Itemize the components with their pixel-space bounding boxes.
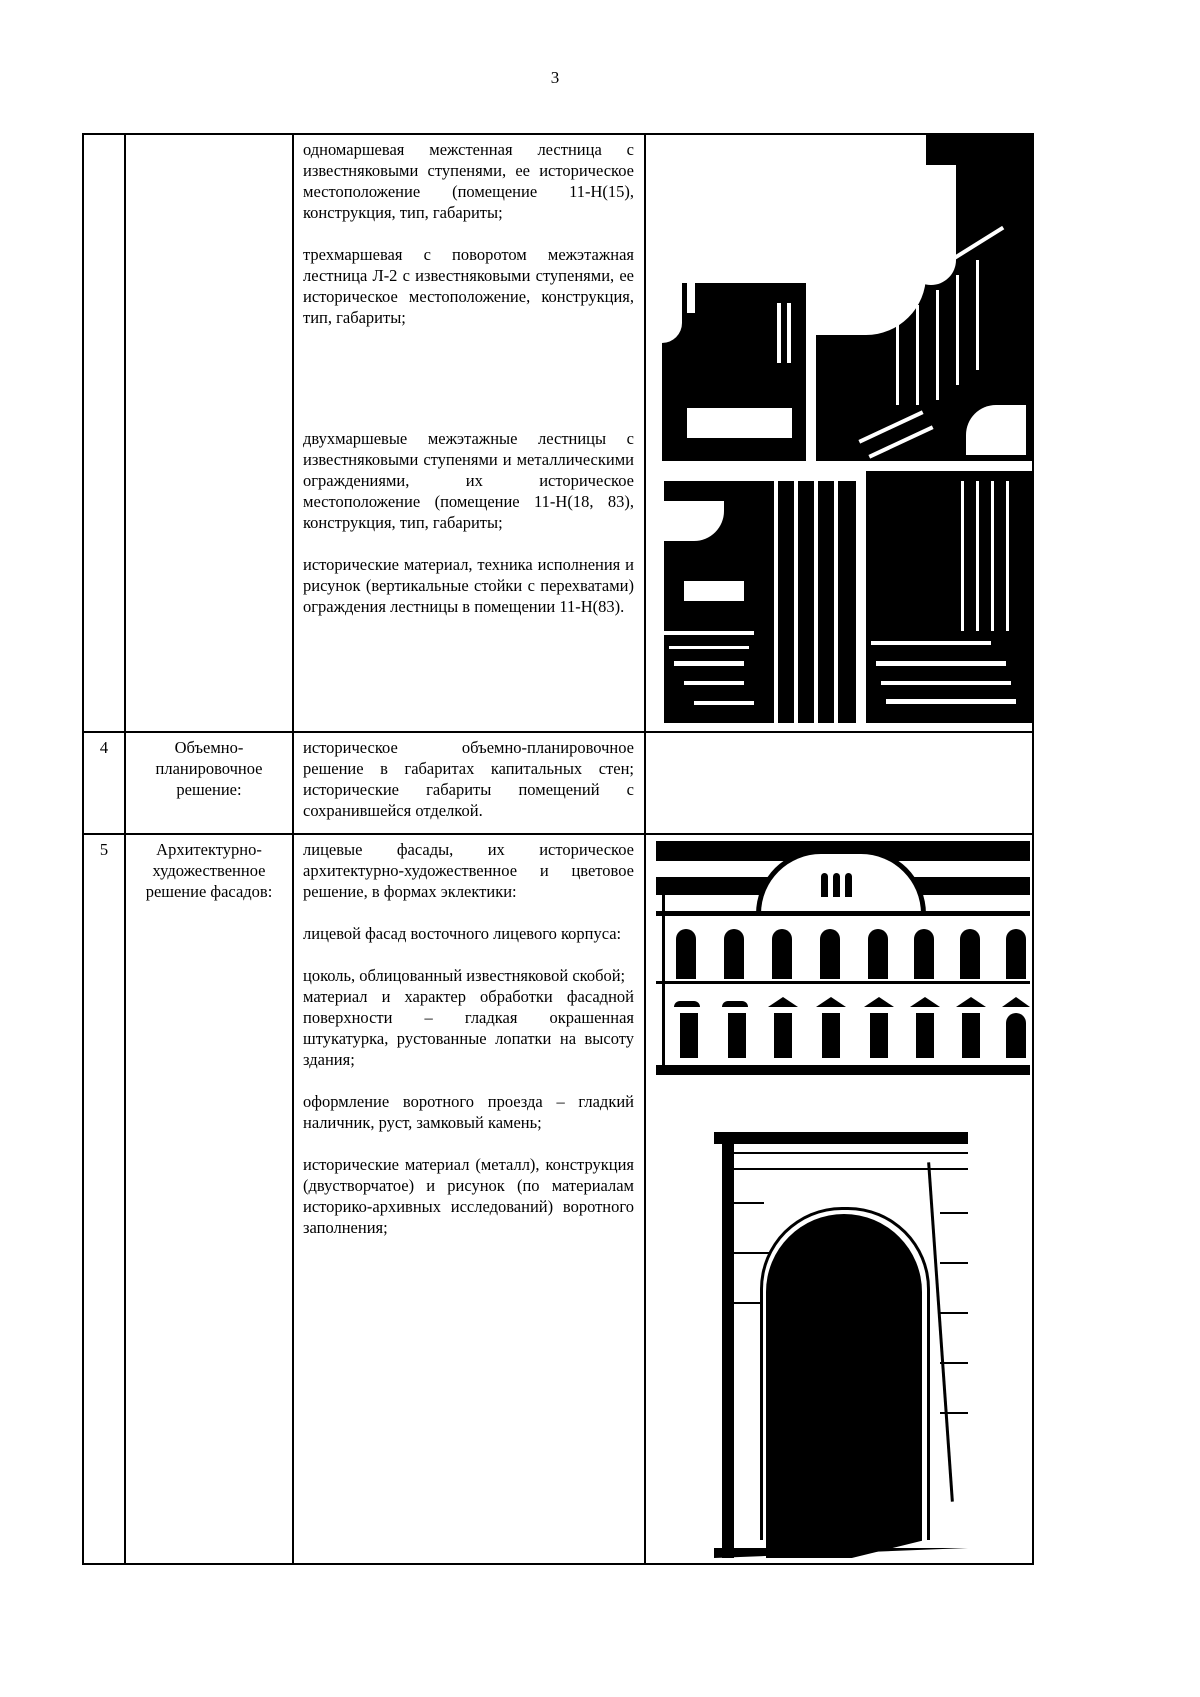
- paragraph: материал и характер обработки фасадной поверхности – гладкая окрашенная штукатурка, рустованные лопатки на высоту здания;: [303, 987, 634, 1069]
- row-description: [293, 134, 645, 732]
- table-row: [83, 834, 1033, 1564]
- row-title: Архитектурно-художественное решение фасадов:: [125, 834, 293, 1564]
- table-row: [83, 134, 1033, 732]
- paragraph: исторические материал (металл), конструкция (двустворчатое) и рисунок (по материалам историко-архивных исследований) воротного заполнения;: [303, 1155, 634, 1237]
- row-description: [293, 732, 645, 834]
- staircase-photo-1: [662, 283, 806, 461]
- row-title: [125, 134, 293, 732]
- photo-cell: [645, 732, 1033, 834]
- staircase-photo-3: [664, 481, 856, 723]
- photo-cell: [645, 134, 1033, 732]
- row-description: [293, 834, 645, 1564]
- row-number: 4: [83, 732, 125, 834]
- facade-photo: [656, 841, 1030, 1077]
- paragraph: историческое объемно-планировочное решение в габаритах капитальных стен; исторические габариты помещений с сохранившейся отделкой.: [303, 738, 634, 820]
- staircase-photo-2: [816, 135, 1032, 461]
- photo-cell: [645, 834, 1033, 1564]
- page-number: 3: [550, 68, 560, 87]
- paragraph: оформление воротного проезда – гладкий наличник, руст, замковый камень;: [303, 1092, 634, 1132]
- paragraph: трехмаршевая с поворотом межэтажная лестница Л-2 с известняковыми ступенями, ее историческое местоположение, конструкция, тип, габариты;: [303, 245, 634, 327]
- paragraph: одномаршевая межстенная лестница с известняковыми ступенями, ее историческое местоположение (помещение 11-Н(15), конструкция, тип, габариты;: [303, 140, 634, 222]
- staircase-photo-4: [866, 471, 1032, 723]
- paragraph: цоколь, облицованный известняковой скобой;: [303, 966, 626, 985]
- gate-arch-photo: [714, 1132, 968, 1558]
- paragraph: лицевой фасад восточного лицевого корпуса:: [303, 924, 622, 943]
- row-number: 5: [83, 834, 125, 1564]
- paragraph: двухмаршевые межэтажные лестницы с известняковыми ступенями и металлическими ограждениями, их историческое местоположение (помещение 11-Н(18, 83), конструкция, тип, габариты;: [303, 429, 634, 532]
- table-row: [83, 732, 1033, 834]
- paragraph: лицевые фасады, их историческое архитектурно-художественное и цветовое решение, в формах эклектики:: [303, 840, 634, 901]
- protected-features-table: [82, 133, 1034, 1565]
- paragraph: исторические материал, техника исполнения и рисунок (вертикальные стойки с перехватами) ограждения лестницы в помещении 11-Н(83).: [303, 555, 634, 616]
- row-number: [83, 134, 125, 732]
- row-title: Объемно-планировочное решение:: [125, 732, 293, 834]
